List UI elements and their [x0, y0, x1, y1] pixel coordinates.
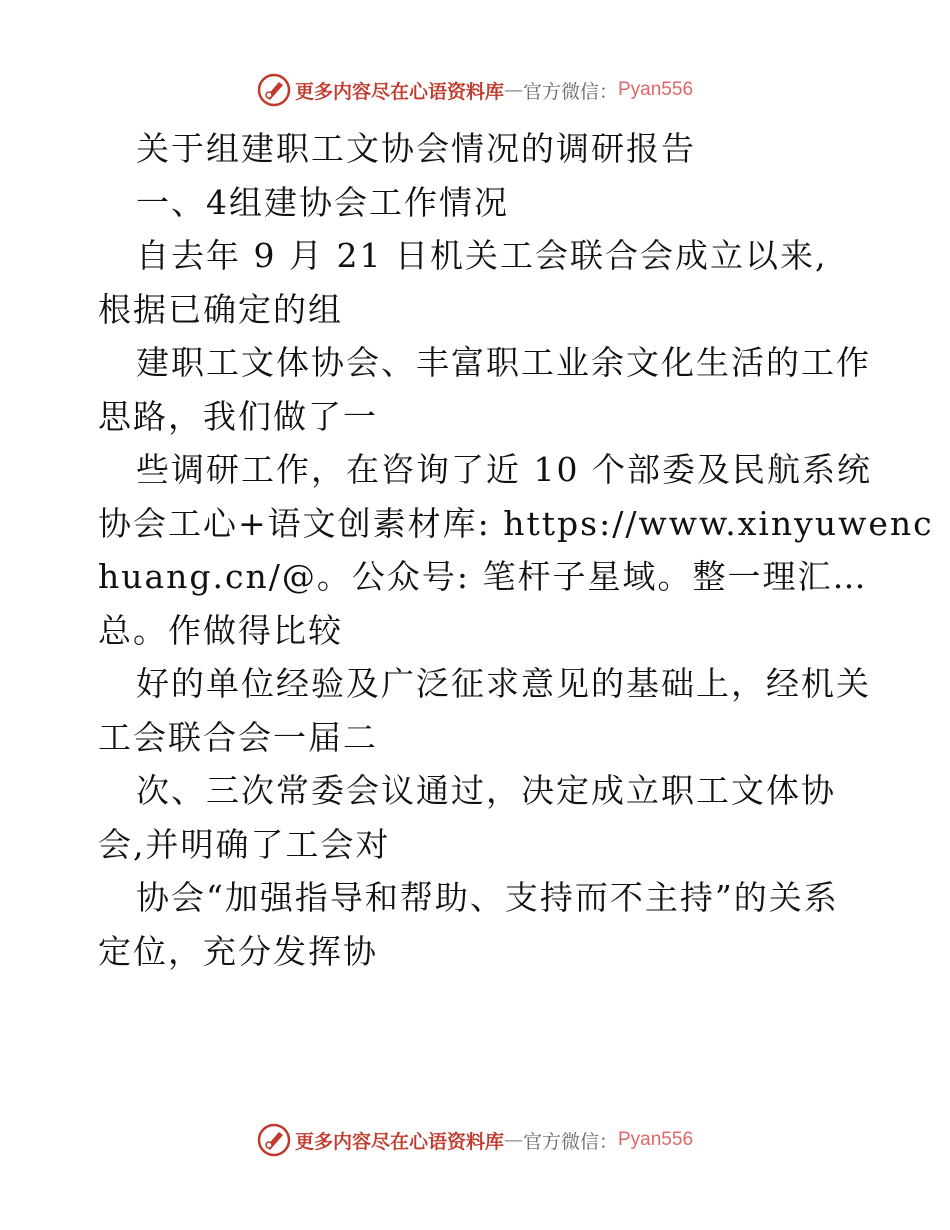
body-line: 些调研工作，在咨询了近 10 个部委及民航系统	[136, 450, 872, 489]
footer-wechat-id: Pyan556	[618, 1129, 694, 1150]
header-banner	[0, 70, 950, 110]
body-line: 次、三次常委会议通过，决定成立职工文体协	[136, 771, 836, 810]
body-line: 建职工文体协会、丰富职工业余文化生活的工作	[136, 343, 871, 382]
body-line: 会,并明确了工会对	[98, 824, 391, 864]
header-separator: —	[503, 79, 523, 101]
body-line: 好的单位经验及广泛征求意见的基础上，经机关	[136, 664, 871, 703]
body-line: 思路，我们做了一	[98, 396, 378, 436]
body-line: 协会“加强指导和帮助、支持而不主持”的关系	[136, 878, 839, 917]
body-line: 协会工心+语文创素材库: https://www.xinyuwenc	[98, 503, 934, 543]
brand-logo-icon	[257, 73, 291, 107]
brand-logo-icon	[257, 1123, 291, 1157]
body-line: 定位，充分发挥协	[98, 931, 378, 971]
body-line: huang.cn/@。公众号: 笔杆子星域。整一理汇…	[98, 557, 868, 596]
section-heading: 一、4组建协会工作情况	[136, 182, 509, 222]
document-body	[98, 122, 934, 978]
footer-brand-text: 更多内容尽在心语资料库	[294, 1130, 504, 1153]
header-brand-text: 更多内容尽在心语资料库	[294, 80, 504, 103]
footer-separator: —	[503, 1129, 523, 1151]
header-wechat-label: 官方微信：	[522, 80, 618, 103]
footer-banner	[0, 1120, 950, 1160]
document-title: 关于组建职工文协会情况的调研报告	[136, 129, 696, 168]
body-line: 工会联合会一届二	[98, 717, 378, 757]
header-wechat-id: Pyan556	[618, 79, 694, 100]
body-line: 自去年 9 月 21 日机关工会联合会成立以来,	[136, 236, 828, 275]
body-line: 根据已确定的组	[98, 289, 343, 329]
footer-wechat-label: 官方微信：	[522, 1130, 618, 1153]
body-line: 总。作做得比较	[98, 610, 343, 650]
